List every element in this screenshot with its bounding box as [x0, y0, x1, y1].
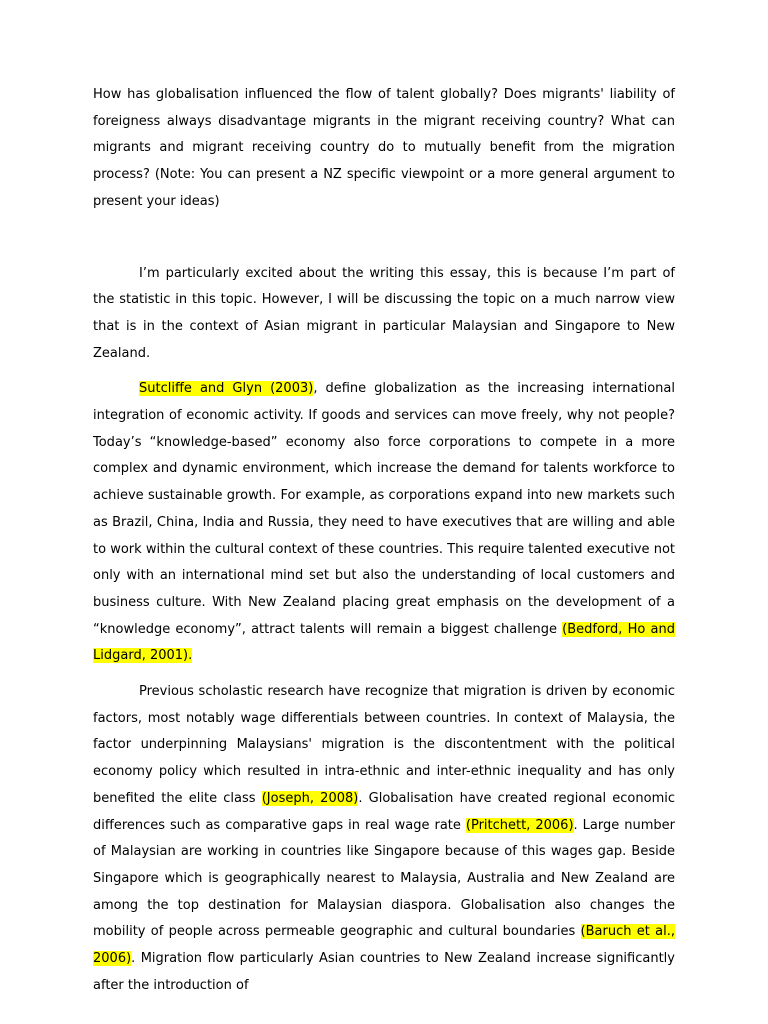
paragraph-text: . Large number of Malaysian are working in countries like Singapore because of this wages gap. Beside Singapore which is geographically nearest to Malaysia, Australia and New Zealand are among the top destination for Malaysian diaspora. Globalisation also changes the mobility of people across permeable geographic and cultural boundaries	[93, 817, 675, 940]
document-page	[93, 82, 675, 1009]
citation-pritchett: (Pritchett, 2006)	[465, 817, 574, 833]
paragraph-intro: I’m particularly excited about the writing this essay, this is because I’m part of the statistic in this topic. However, I will be discussing the topic on a much narrow view that is in the context of Asian migrant in particular Malaysian and Singapore to New Zealand.	[93, 265, 675, 361]
paragraph-text: , define globalization as the increasing international integration of economic activity. If goods and services can move freely, why not people? Today’s “knowledge-based” economy also force corporations to compete in a more complex and dynamic environment, which increase the demand for talents workforce to achieve sustainable growth. For example, as corporations expand into new markets such as Brazil, China, India and Russia, they need to have executives that are willing and able to work within the cultural context of these countries. This require talented executive not only with an international mind set but also the understanding of local customers and business culture. With New Zealand placing great emphasis on the development of a “knowledge economy”, attract talents will remain a biggest challenge	[93, 381, 675, 637]
paragraph-text: . Migration flow particularly Asian countries to New Zealand increase significantly after the introduction of	[93, 951, 675, 993]
essay-question: How has globalisation influenced the flow of talent globally? Does migrants' liability of foreigness always disadvantage migrants in the migrant receiving country? What can migrants and migrant receiving country do to mutually benefit from the migration process? (Note: You can present a NZ specific viewpoint or a more general argument to present your ideas)	[93, 87, 675, 209]
paragraph-text: Previous scholastic research have recognize that migration is driven by economic factors, most notably wage differentials between countries. In context of Malaysia, the factor underpinning Malaysians' migration is the discontentment with the political economy policy which resulted in intra-ethnic and inter-ethnic inequality and has only benefited the elite class	[93, 684, 675, 806]
citation-joseph: (Joseph, 2008)	[261, 790, 359, 806]
citation-bedford-ho-lidgard: (Bedford, Ho and Lidgard, 2001).	[93, 621, 675, 664]
citation-baruch: (Baruch et al., 2006)	[93, 924, 675, 967]
paragraph-economic-factors	[93, 679, 675, 999]
citation-sutcliffe-glyn: Sutcliffe and Glyn (2003)	[139, 381, 314, 397]
paragraph-text: . Globalisation have created regional economic differences such as comparative gaps in real wage rate	[93, 790, 675, 833]
paragraph-globalization-definition	[93, 376, 675, 670]
